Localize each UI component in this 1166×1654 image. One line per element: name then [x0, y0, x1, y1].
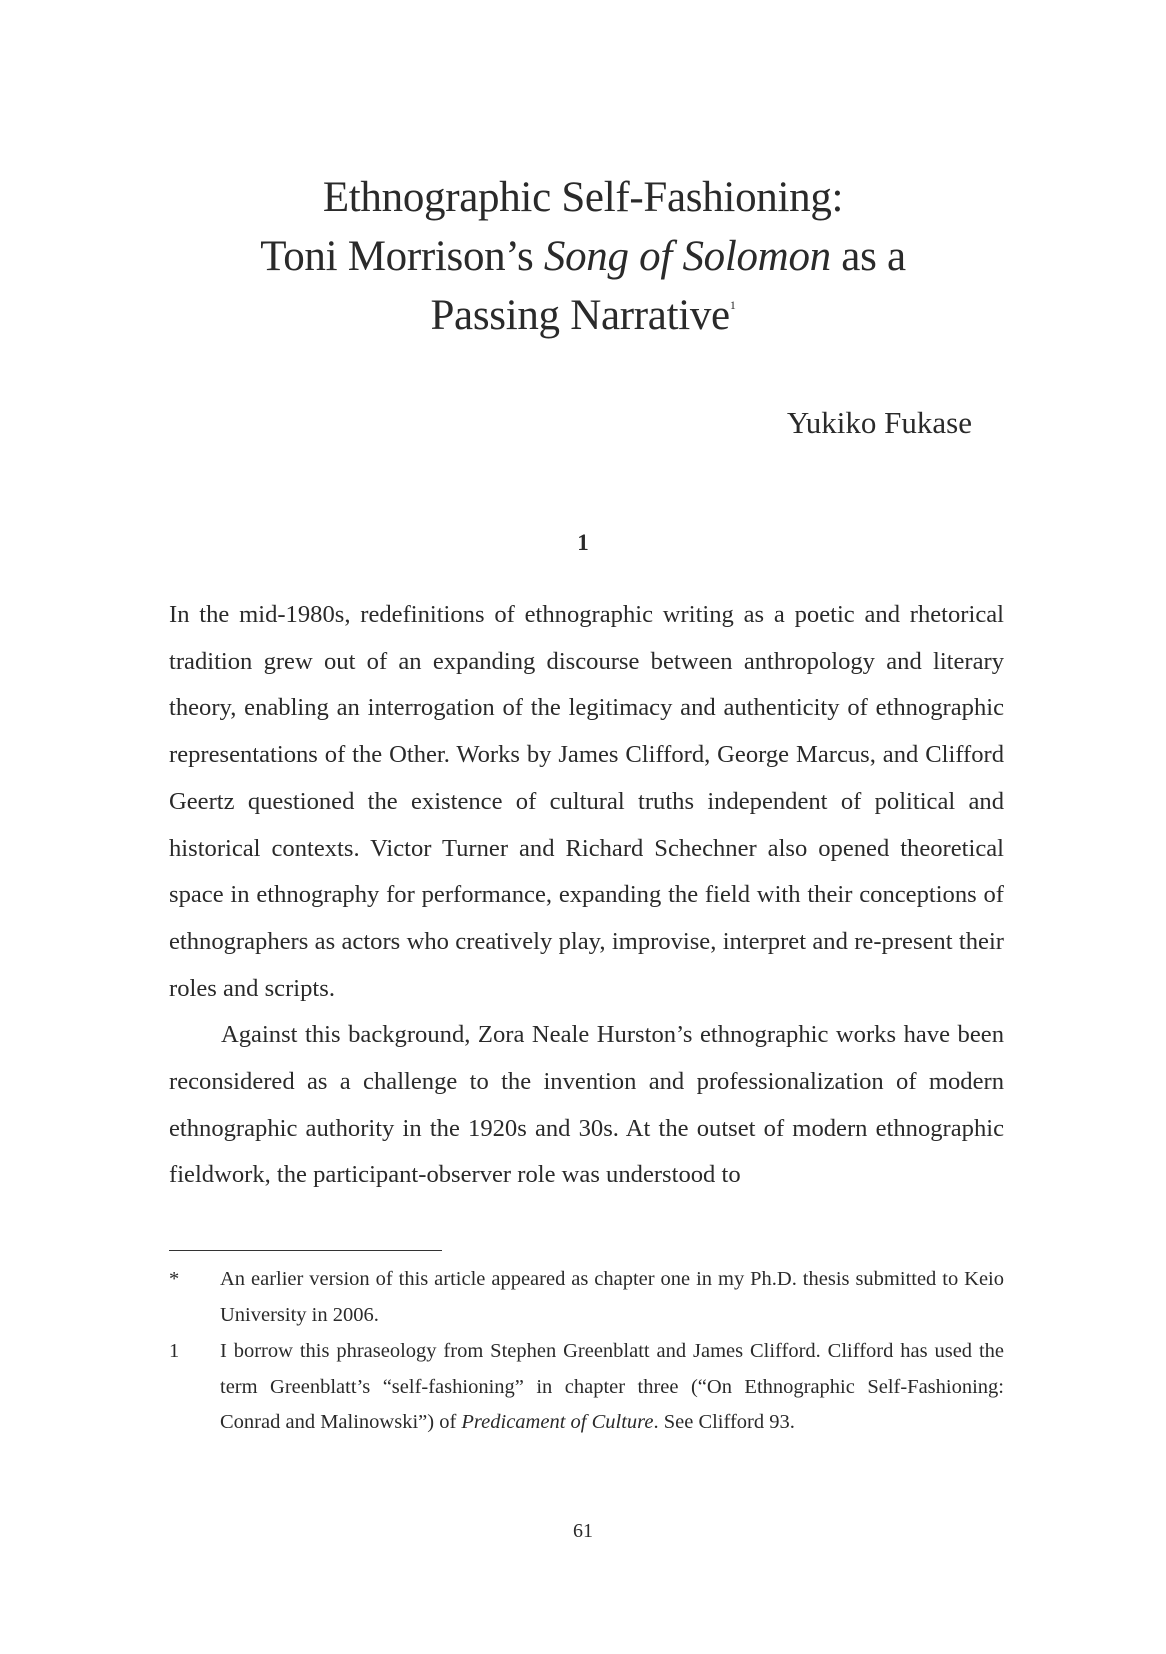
section-heading: 1 [577, 530, 589, 555]
footnote-text-before: I borrow this phraseology from Stephen Greenblatt and James Clifford. Clifford has used the term Greenblatt’s “self-fashioning” in chapter three (“On Ethnographic Self-Fashioning: Conrad and Malinowski”) of [220, 1340, 1004, 1433]
article-title [0, 168, 1166, 345]
title-footnote-ref[interactable]: 1 [729, 298, 736, 312]
paragraph-1: In the mid-1980s, redefinitions of ethnographic writing as a poetic and rhetorical tradition grew out of an expanding discourse between anthropology and literary theory, enabling an interrogation of the legitimacy and authenticity of ethnographic representations of the Other. Works by James Clifford, George Marcus, and Clifford Geertz questioned the existence of cultural truths independent of political and historical contexts. Victor Turner and Richard Schechner also opened theoretical space in ethnography for performance, expanding the field with their conceptions of ethnographers as actors who creatively play, improvise, interpret and re-present their roles and scripts. [169, 601, 1004, 1002]
title-line-1: Ethnographic Self-Fashioning: [322, 174, 844, 221]
footnote-star [169, 1262, 1004, 1333]
footnote-text-after: . See Clifford 93. [653, 1411, 795, 1433]
title-line-2 [0, 227, 1166, 286]
footnote-divider [169, 1250, 442, 1251]
body-text [169, 592, 1004, 1199]
author-name: Yukiko Fukase [786, 405, 972, 440]
footnote-text: An earlier version of this article appeared as chapter one in my Ph.D. thesis submitted to Keio University in 2006. [220, 1268, 1004, 1326]
title-line-2-prefix: Toni Morrison’s [260, 233, 544, 280]
title-novel-name: Song of Solomon [543, 233, 831, 280]
title-line-3 [0, 286, 1166, 345]
footnote-book-title: Predicament of Culture [461, 1411, 654, 1433]
title-line-3-text: Passing Narrative [430, 292, 730, 339]
footnote-marker: 1 [169, 1340, 180, 1362]
page-number: 61 [573, 1520, 593, 1542]
paragraph-2: Against this background, Zora Neale Hurston’s ethnographic works have been reconsidered as a challenge to the invention and professionalization of modern ethnographic authority in the 1920s and 30s. At the outset of modern ethnographic fieldwork, the participant-observer role was understood to [169, 1021, 1004, 1189]
footnote-marker: * [169, 1268, 180, 1290]
footnote-1 [169, 1334, 1004, 1441]
footnote-text [220, 1334, 1004, 1441]
footnotes [169, 1262, 1004, 1442]
title-line-2-suffix: as a [830, 233, 906, 280]
